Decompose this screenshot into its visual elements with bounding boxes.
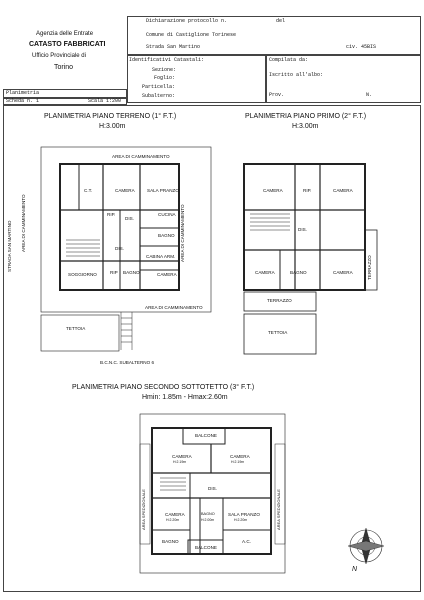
ground-camera1: CAMERA [115,188,135,193]
n-label: N. [366,92,373,98]
ground-rip2: RIP [110,270,118,275]
iscritto-label: Iscritto all'albo: [269,72,324,78]
attic-balcone-top-label: BALCONE [195,433,217,438]
attic-ac: A.C. [242,539,251,544]
ground-sala-pranzo: SALA PRANZO [147,188,179,193]
ground-soggiorno: SOGGIORNO [68,272,97,277]
particella-label: Particella: [142,84,176,90]
ground-floor-height: H:3.00m [99,123,126,130]
attic-camera1-h: H:2.19m [173,460,187,464]
subalterno-label: Subalterno: [142,93,176,99]
north-label: N [352,566,358,573]
ufficio-label: Ufficio Provinciale di [32,53,86,59]
ground-ct: C.T. [84,188,93,193]
agency-label: Agenzia delle Entrate [36,31,94,37]
first-dis: DIS. [298,227,307,232]
attic-area-left: AREA SPEDIZIONALE [141,489,146,530]
first-terrazzo-right-label: TERRAZZO [367,255,372,280]
ground-tettoia-label: TETTOIA [66,326,86,331]
compilata-label: Compilata da: [269,57,309,63]
civ-label: civ. 45BIS [346,44,377,50]
ground-bcnc: B.C.N.C. SUBALTERNO 6 [100,360,155,365]
attic-height: Hmin: 1.85m - Hmax:2.60m [142,394,228,401]
first-camera1: CAMERA [263,188,283,193]
foglio-label: Foglio: [154,75,176,81]
attic-bagno-small-h: H:2.00m [201,518,215,522]
del-label: del [276,18,286,24]
planimetria-label: Planimetria [6,90,40,96]
first-rip: RIP. [303,188,312,193]
strada-label: STRADA SAN MARTINO [7,220,12,272]
first-camera3: CAMERA [255,270,275,275]
ground-cabina: CABINA ARM. [146,254,176,259]
attic-dis: DIS. [208,486,217,491]
attic-camera2-h: H:2.19m [231,460,245,464]
via-label: Strada San Martino [146,44,201,50]
attic-camera1: CAMERA [172,454,192,459]
scheda-label: Scheda n. 1 [6,98,40,104]
ground-dis1: DIS. [125,216,134,221]
first-tettoia-label: TETTOIA [268,330,288,335]
catasto-label: CATASTO FABBRICATI [29,41,106,48]
ground-cucina: CUCINA [158,212,176,217]
ground-tettoia [41,315,119,351]
first-floor-height: H:3.00m [292,123,319,130]
first-camera2: CAMERA [333,188,353,193]
first-floor-title: PLANIMETRIA PIANO PRIMO (2° F.T.) [245,113,367,120]
ground-area-top: AREA DI CAMMINAMENTO [112,154,170,159]
identificativi-label: Identificativi Catastali: [129,57,205,63]
ground-area-left: AREA DI CAMMINAMENTO [21,194,26,252]
first-bagno: BAGNO [290,270,307,275]
attic-bagno-small: BAGNO [201,512,215,516]
scala-label: Scala 1:200 [88,98,122,104]
attic-camera3: CAMERA [165,512,185,517]
attic-camera2: CAMERA [230,454,250,459]
attic-sala-pranzo-h: H:2.20m [234,518,248,522]
ground-area-right: AREA DI CAMMINAMENTO [180,204,185,262]
first-camera4: CAMERA [333,270,353,275]
ground-floor-title: PLANIMETRIA PIANO TERRENO (1° F.T.) [44,113,177,120]
attic-title: PLANIMETRIA PIANO SECONDO SOTTOTETTO (3° F.T.) [72,384,255,391]
sezione-label: Sezione: [152,67,177,73]
attic-camera3-h: H:2.20m [166,518,180,522]
dichiarazione-label: Dichiarazione protocollo n. [146,18,228,24]
ground-bagno2: BAGNO [123,270,140,275]
attic-balcone-bottom-label: BALCONE [195,545,217,550]
first-terrazzo-label: TERRAZZO [267,298,292,303]
attic-bagno: BAGNO [162,539,179,544]
comune-label: Comune di Castiglione Torinese [146,32,237,38]
ground-rip1: RIP. [107,212,116,217]
ground-camera2: CAMERA [157,272,177,277]
ground-dis2: DIS. [115,246,124,251]
city-label: Torino [54,64,74,71]
prov-label: Prov. [269,92,285,98]
ground-area-bottom: AREA DI CAMMINAMENTO [145,305,203,310]
ground-bagno1: BAGNO [158,233,175,238]
attic-sala-pranzo: SALA PRANZO [228,512,260,517]
attic-area-right: AREA SPEDIZIONALE [276,489,281,530]
